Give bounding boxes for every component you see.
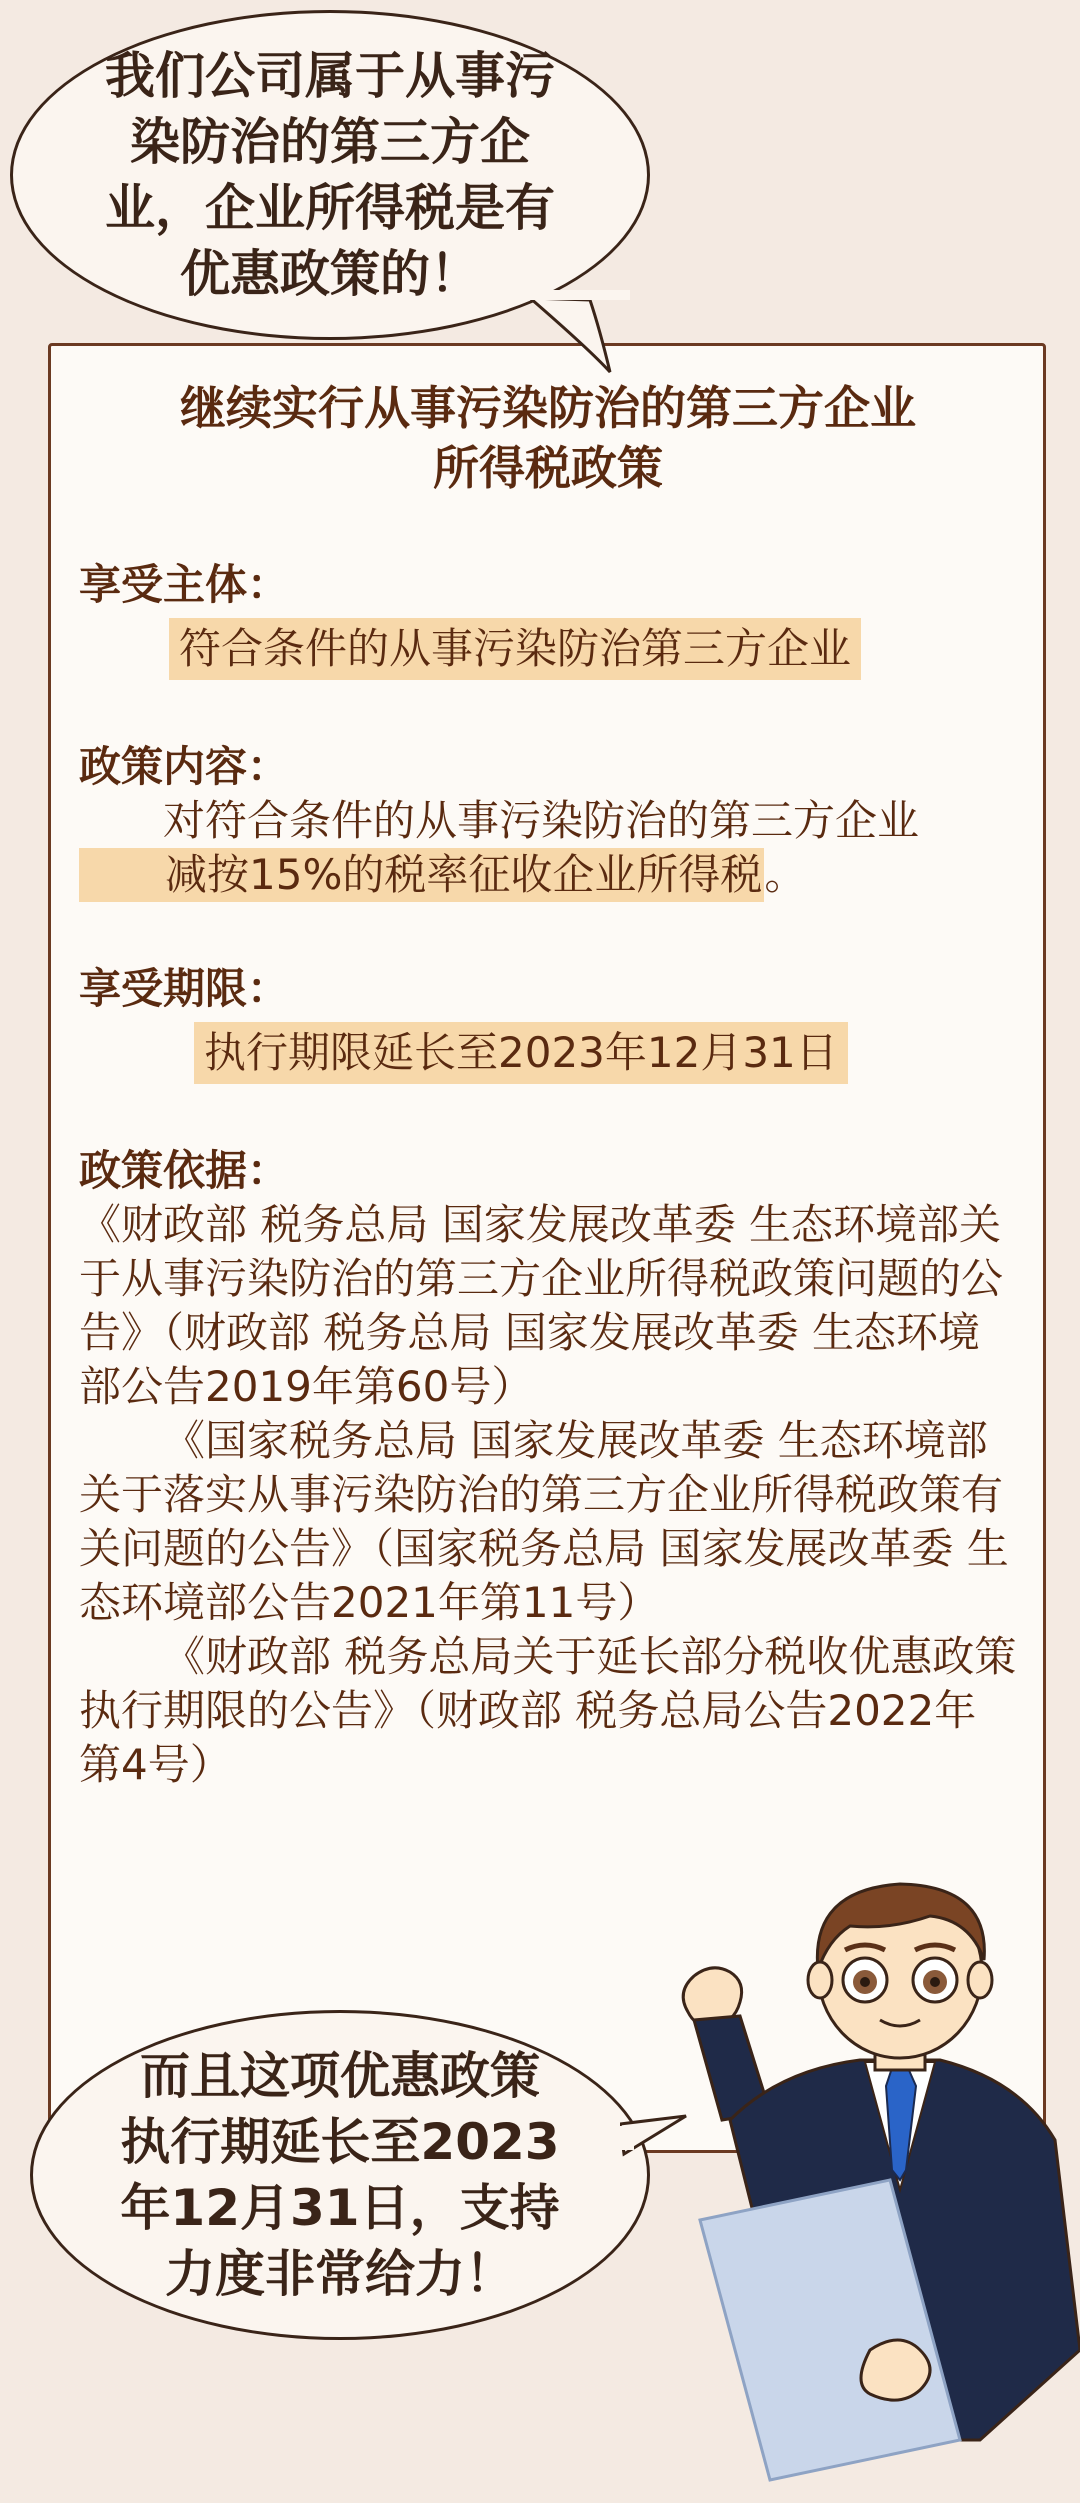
content-prefix: 对符合条件的从事污染防治的第三方企业 <box>163 796 920 845</box>
speech-bubble-bottom-text: 而且这项优惠政策 执行期延长至2023 年12月31日，支持 力度非常给力！ <box>120 2047 560 2303</box>
content-paragraph <box>79 794 1017 902</box>
panel-title: 继续实行从事污染防治的第三方企业 所得税政策 <box>180 381 916 495</box>
basis-item-1: 《财政部 税务总局 国家发展改革委 生态环境部关于从事污染防治的第三方企业所得税政策问题的公告》（财政部 税务总局 国家发展改革委 生态环境部公告2019年第60号） <box>79 1200 1004 1411</box>
period-value: 执行期限延长至2023年12月31日 <box>194 1022 848 1084</box>
subject-label: 享受主体： <box>79 560 290 609</box>
subject-value: 符合条件的从事污染防治第三方企业 <box>169 618 861 680</box>
content-label: 政策内容： <box>79 742 290 791</box>
speech-bubble-top-text: 我们公司属于从事污 染防治的第三方企 业，企业所得税是有 优惠政策的！ <box>105 47 555 303</box>
content-highlight: 减按15%的税率征收企业所得税 <box>79 848 764 902</box>
speech-bubble-bottom <box>30 2010 650 2340</box>
speech-bubble-top-tail-icon <box>520 290 630 380</box>
basis-item-2: 《国家税务总局 国家发展改革委 生态环境部关于落实从事污染防治的第三方企业所得税政策有关问题的公告》（国家税务总局 国家发展改革委 生态环境部公告2021年第11号） <box>79 1416 1009 1627</box>
subject-value-wrap <box>79 618 1017 680</box>
period-label: 享受期限： <box>79 964 290 1013</box>
businessman-illustration-icon <box>660 1880 1080 2503</box>
basis-item-3: 《财政部 税务总局关于延长部分税收优惠政策执行期限的公告》（财政部 税务总局公告2022年第4号） <box>79 1632 1017 1789</box>
content-suffix: 。 <box>764 850 807 899</box>
period-value-wrap <box>79 1022 1017 1084</box>
basis-label: 政策依据： <box>79 1146 290 1195</box>
